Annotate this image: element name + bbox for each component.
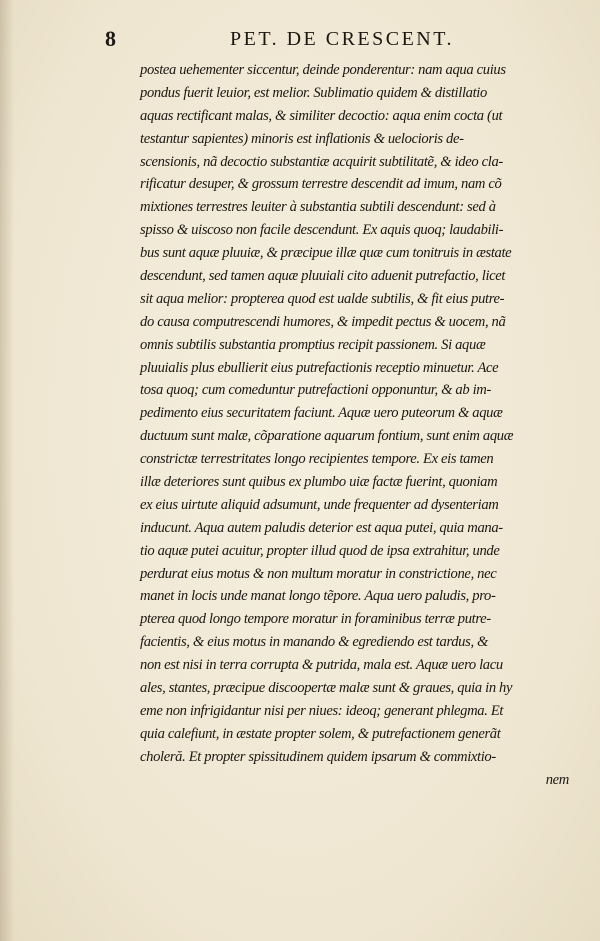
text-line: pterea quod longo tempore moratur in foraminibus terræ putre- <box>140 611 491 628</box>
text-line: bus sunt aquæ pluuiæ, & præcipue illæ quæ cum tonitruis in æstate <box>140 245 512 262</box>
text-line: omnis subtilis substantia promptius recipit passionem. Si aquæ <box>140 336 486 353</box>
text-line: pondus fuerit leuior, est melior. Sublimatio quidem & distillatio <box>140 84 487 101</box>
text-line: facientis, & eius motus in manando & egrediendo est tardus, & <box>140 634 489 651</box>
text-line: pedimento eius securitatem faciunt. Aquæ uero puteorum & aquæ <box>140 405 503 422</box>
text-line: eme non infrigidantur nisi per niues: ideoq; generant phlegma. Et <box>140 702 504 719</box>
text-line: spisso & uiscoso non facile descendunt. Ex aquis quoq; laudabili- <box>140 222 504 239</box>
page-number: 8 <box>105 26 116 51</box>
page-header <box>105 26 475 54</box>
text-line: descendunt, sed tamen aquæ pluuiali cito aduenit putrefactio, licet <box>140 268 506 285</box>
text-line: inducunt. Aqua autem paludis deterior est aqua putei, quia mana- <box>140 519 503 536</box>
catchword: nem <box>545 771 569 788</box>
running-head: PET. DE CRESCENT. <box>230 28 454 50</box>
text-line: rificatur desuper, & grossum terrestre descendit ad imum, nam cõ <box>140 176 502 193</box>
text-line: aquas rectificant malas, & similiter decoctio: aqua enim cocta (ut <box>140 107 503 124</box>
text-line: postea uehementer siccentur, deinde ponderentur: nam aqua cuius <box>140 62 506 78</box>
body-text <box>140 59 575 792</box>
text-line: choleră. Et propter spissitudinem quidem ipsarum & commixtio- <box>140 748 496 765</box>
text-line: ductuum sunt malæ, cõparatione aquarum fontium, sunt enim aquæ <box>140 428 514 445</box>
text-line: do causa computrescendi humores, & impedit pectus & uocem, nã <box>140 313 506 330</box>
text-line: constrictæ terrestritates longo recipientes tempore. Ex eis tamen <box>140 451 494 468</box>
text-line: manet in locis unde manat longo tẽpore. Aqua uero paludis, pro- <box>140 588 496 605</box>
text-line: quia calefiunt, in æstate propter solem, & putrefactionem generãt <box>140 725 501 742</box>
text-line: tio aquæ putei acuitur, propter illud quod de ipsa extrahitur, unde <box>140 542 500 559</box>
text-line: ales, stantes, præcipue discoopertæ malæ sunt & graues, quia in hy <box>140 680 513 697</box>
text-line: mixtiones terrestres leuiter à substantia subtili descendunt: sed à <box>140 199 496 216</box>
text-line: scensionis, nã decoctio substantiæ acquirit subtilitatẽ, & ideo cla- <box>140 153 503 170</box>
text-line: ex eius uirtute aliquid adsumunt, unde frequenter ad dysenteriam <box>140 496 499 513</box>
text-line: tosa quoq; cum comeduntur putrefactioni opponuntur, & ab im- <box>140 382 491 399</box>
text-line: perdurat eius motus & non multum moratur in constrictione, nec <box>140 565 497 582</box>
gutter-shadow <box>0 0 14 941</box>
text-line: illæ deteriores sunt quibus ex plumbo uiæ factæ fuerint, quoniam <box>140 474 498 491</box>
text-line: sit aqua melior: propterea quod est ualde subtilis, & fit eius putre- <box>140 290 505 307</box>
text-line: non est nisi in terra corrupta & putrida, mala est. Aquæ uero lacu <box>140 657 503 674</box>
text-line: testantur sapientes) minoris est inflationis & uelocioris de- <box>140 130 464 147</box>
text-line: pluuialis plus ebullierit eius putrefactionis receptio minuetur. Ace <box>140 359 499 376</box>
